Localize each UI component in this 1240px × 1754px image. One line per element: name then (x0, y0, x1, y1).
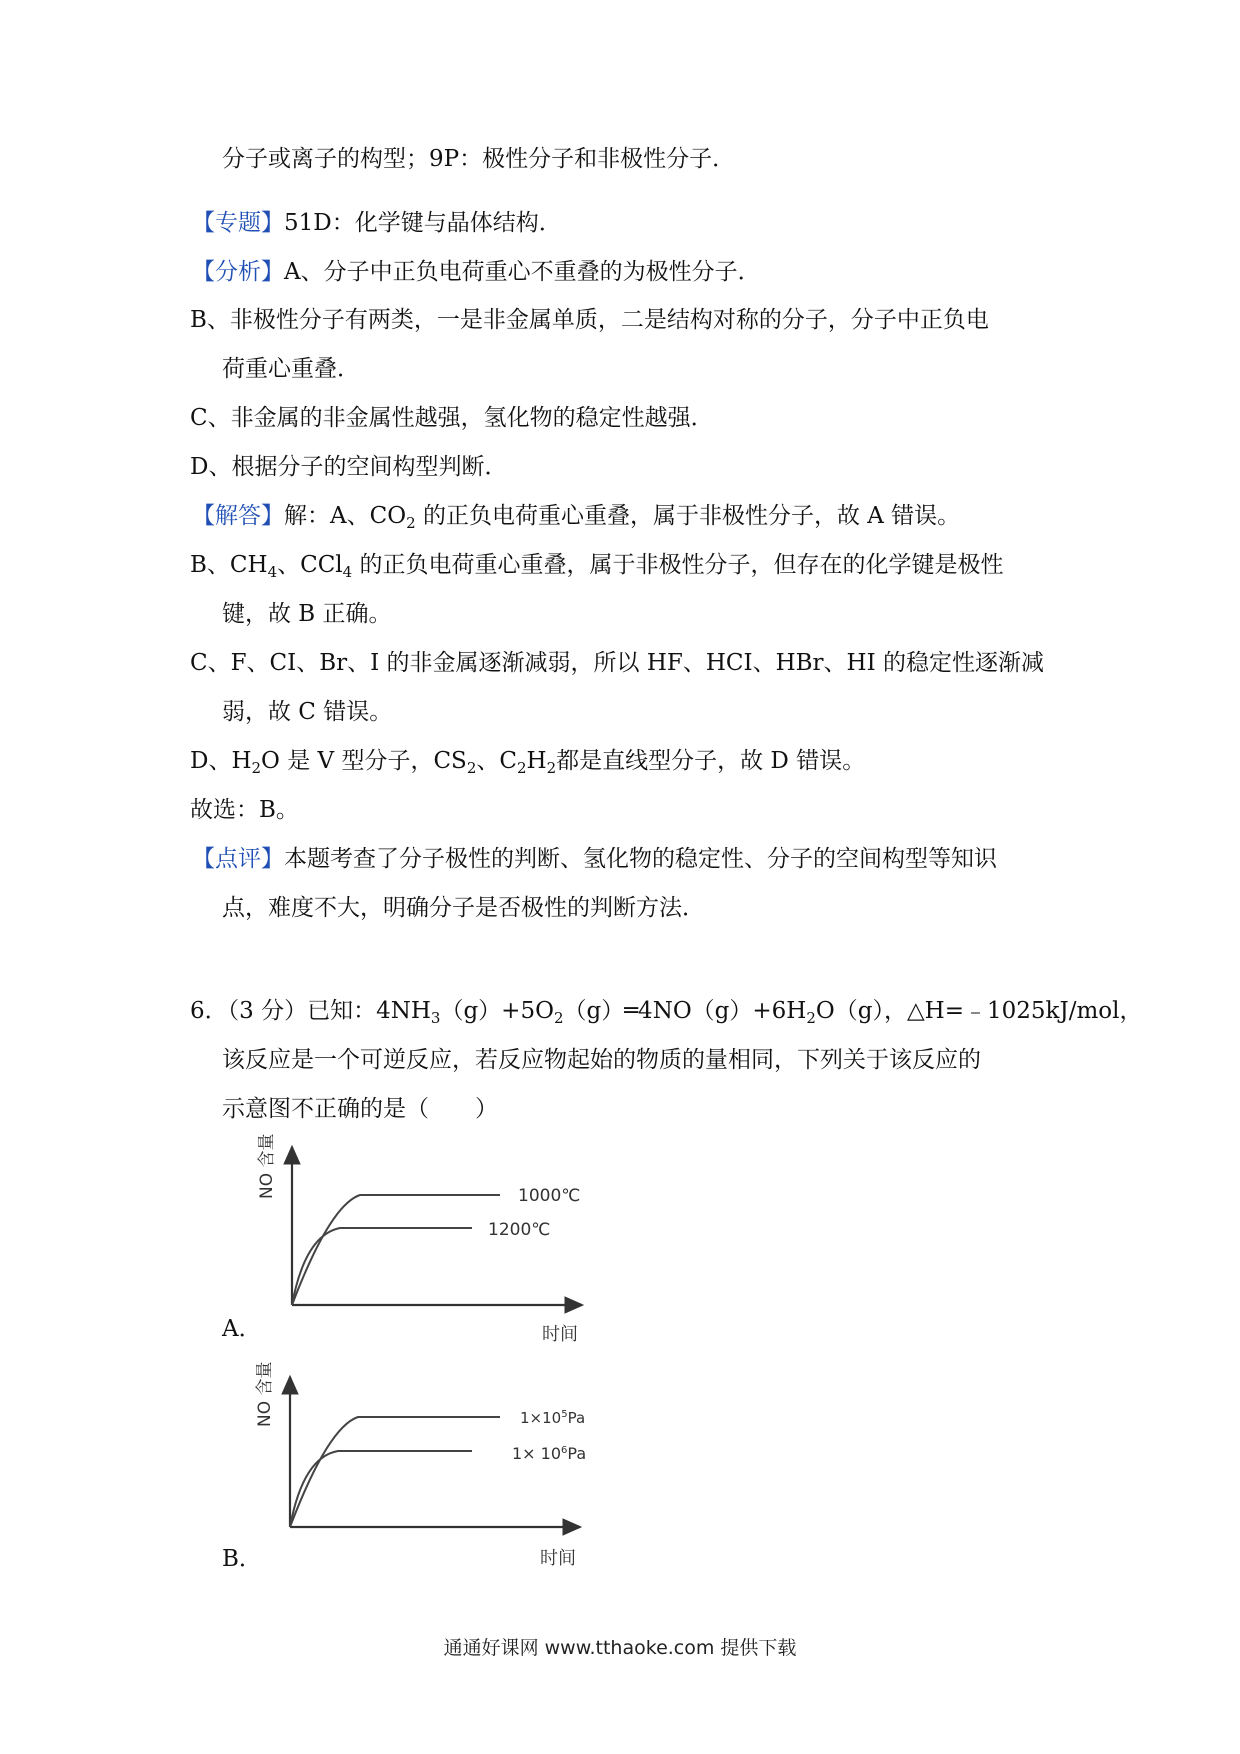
curve-label-1000C: 1000℃ (518, 1186, 581, 1206)
comment-line-1 (192, 843, 997, 875)
label-exponent: 5 (561, 1409, 568, 1420)
y-axis-label: NO 含量 (257, 1133, 277, 1199)
analysis-text: A、分子中正负电荷重心不重叠的为极性分子． (284, 259, 761, 285)
y-axis-label: NO 含量 (255, 1361, 275, 1427)
comment-line-2: 点，难度不大，明确分子是否极性的判断方法． (222, 895, 705, 921)
analysis-b-line-1: B、非极性分子有两类，一是非金属单质，二是结构对称的分子，分子中正负电 (190, 307, 989, 333)
label-unit: Pa (567, 1409, 586, 1427)
topic-tag: 【专题】 (192, 210, 284, 236)
answer-tag: 【解答】 (192, 503, 284, 529)
answer-b-line-1 (190, 549, 1004, 588)
answer-b-pre: B、CH (190, 552, 268, 578)
answer-b-post: 的正负电荷重心重叠，属于非极性分子，但存在的化学键是极性 (359, 552, 1004, 578)
topic-text: 51D：化学键与晶体结构． (284, 210, 562, 236)
comment-text-1: 本题考查了分子极性的判断、氢化物的稳定性、分子的空间构型等知识 (284, 846, 997, 872)
label-base: 1×10 (520, 1409, 562, 1427)
answer-d-mid2: 、C (476, 748, 517, 774)
answer-a-line (192, 500, 960, 539)
label-exponent: 6 (561, 1445, 568, 1456)
label-unit: Pa (567, 1444, 587, 1463)
option-a-label: A． (222, 1316, 262, 1342)
answer-b-mid: 、CCl (277, 552, 343, 578)
subscript: 2 (406, 514, 416, 532)
subscript: 2 (466, 759, 477, 777)
subscript: 2 (251, 759, 262, 777)
analysis-head-line (192, 256, 761, 288)
label-base: 1× 10 (512, 1444, 562, 1463)
curve-label-1e6Pa (512, 1444, 586, 1463)
curve-1200C (292, 1228, 472, 1305)
answer-d-mid1: O 是 V 型分子，CS (261, 748, 467, 774)
analysis-d-line: D、根据分子的空间构型判断． (190, 454, 508, 480)
subscript: 4 (342, 563, 353, 581)
topic-line (192, 207, 562, 239)
question-line-2: 该反应是一个可逆反应，若反应物起始的物质的量相同，下列关于该反应的 (222, 1047, 981, 1073)
answer-b-line-2: 键，故 B 正确。 (222, 601, 392, 627)
answer-a-pre: 解：A、CO (284, 503, 407, 529)
answer-choice: 故选：B。 (190, 797, 299, 823)
subscript: 4 (267, 563, 278, 581)
curve-1000C (292, 1195, 500, 1305)
question-t3: O（g），△H=﹣1025kJ/mol， (815, 998, 1143, 1024)
answer-d-pre: D、H (190, 748, 252, 774)
answer-c-line-2: 弱，故 C 错误。 (222, 699, 393, 725)
curve-label-1200C: 1200℃ (488, 1220, 551, 1240)
curve-1e6Pa (290, 1451, 472, 1527)
analysis-line-1: 分子或离子的构型；9P：极性分子和非极性分子． (222, 146, 736, 172)
subscript: 2 (553, 1009, 564, 1027)
answer-a-post: 的正负电荷重心重叠，属于非极性分子，故 A 错误。 (422, 503, 961, 529)
analysis-c-line: C、非金属的非金属性越强，氢化物的稳定性越强． (190, 405, 714, 431)
question-t1: （g）+5O (440, 998, 554, 1024)
analysis-b-line-2: 荷重心重叠． (222, 356, 360, 382)
analysis-tag: 【分析】 (192, 259, 284, 285)
curve-1e5Pa (290, 1417, 500, 1527)
subscript: 2 (806, 1009, 816, 1027)
graph-b (250, 1361, 600, 1580)
footer-credit: 通通好课网 www.tthaoke.com 提供下载 (443, 1637, 797, 1659)
question-line-3: 示意图不正确的是（ ） (222, 1096, 498, 1122)
subscript: 2 (546, 759, 557, 777)
answer-d-mid3: H (526, 748, 547, 774)
answer-d-line (190, 745, 865, 784)
x-axis-label: 时间 (540, 1548, 576, 1569)
curve-label-1e5Pa (520, 1409, 585, 1427)
graph-a (250, 1135, 600, 1350)
question-num: 6．（3 分）已知：4NH (190, 998, 431, 1024)
option-b-label: B． (222, 1546, 262, 1572)
answer-c-line-1: C、F、CI、Br、I 的非金属逐渐减弱，所以 HF、HCI、HBr、HI 的稳定性逐渐减 (190, 650, 1045, 676)
subscript: 3 (430, 1009, 441, 1027)
question-t2: （g）═4NO（g）+6H (563, 998, 807, 1024)
answer-d-post: 都是直线型分子，故 D 错误。 (556, 748, 866, 774)
x-axis-label: 时间 (542, 1324, 578, 1345)
subscript: 2 (516, 759, 527, 777)
question-line-1 (190, 995, 1142, 1034)
comment-tag: 【点评】 (192, 846, 284, 872)
